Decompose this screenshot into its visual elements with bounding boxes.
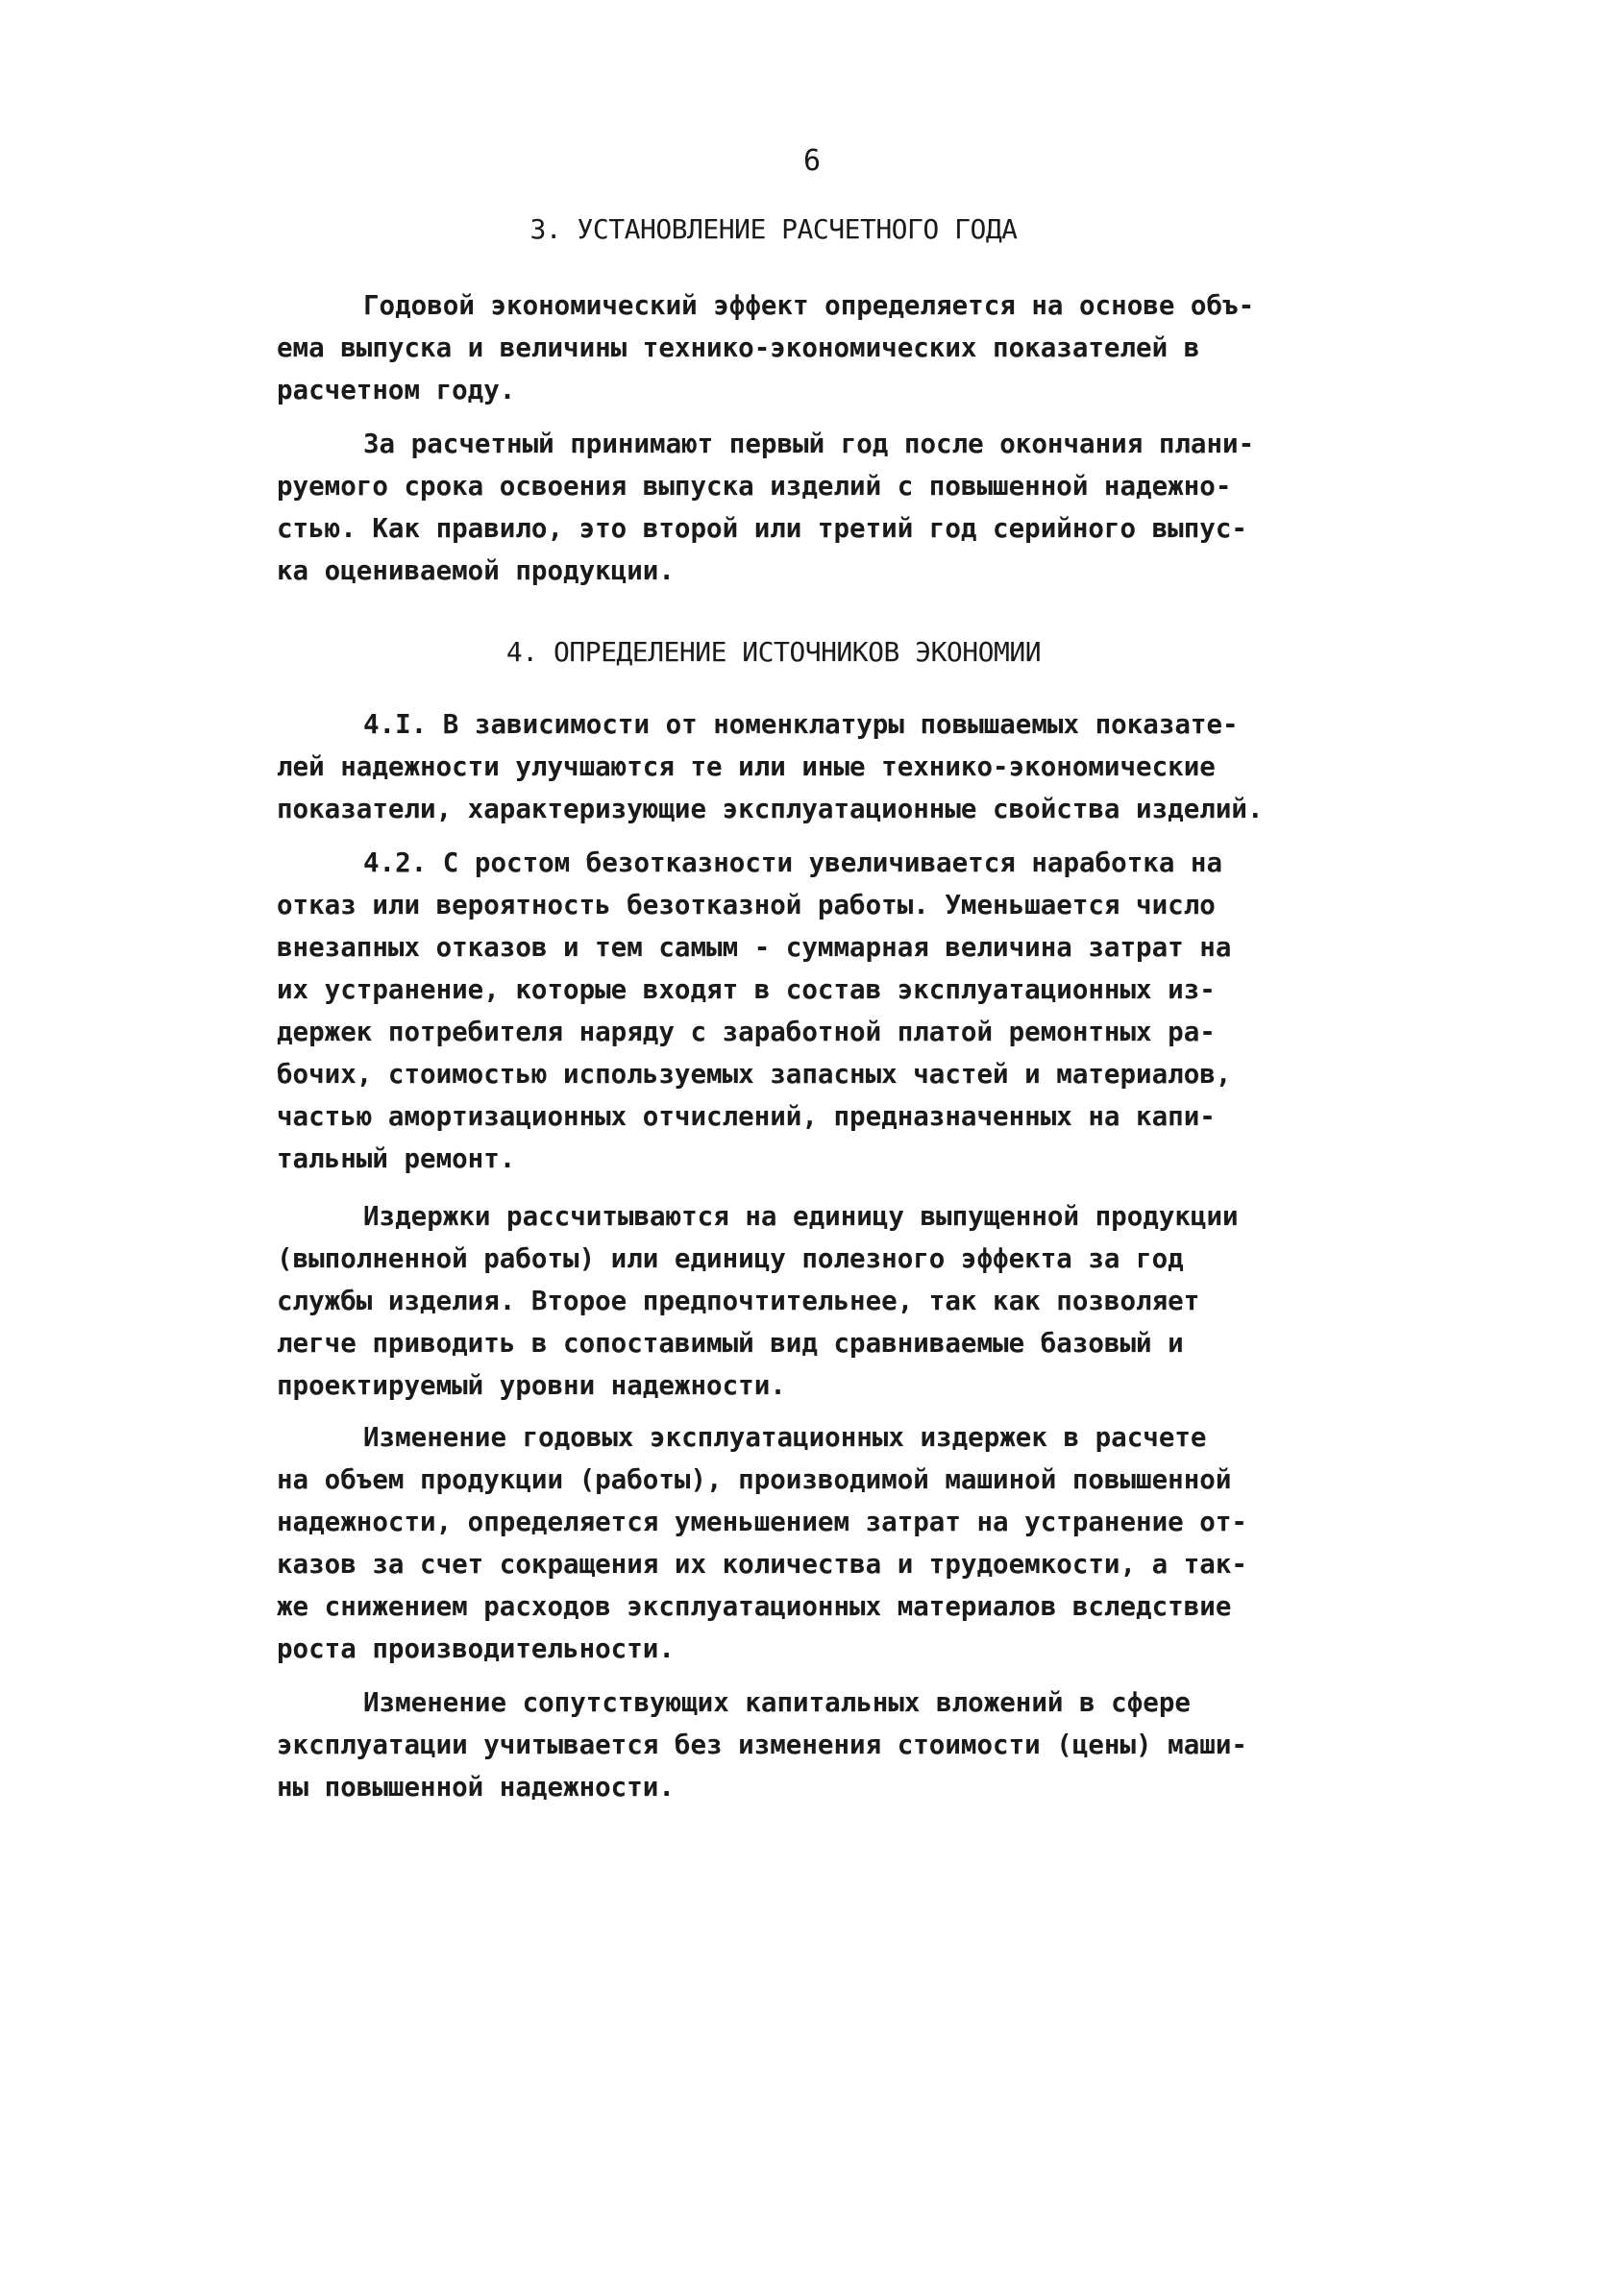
paragraph-line: (выполненной работы) или единицу полезного эффекта за год xyxy=(277,1243,1184,1274)
paragraph-line: частью амортизационных отчислений, предназначенных на капи- xyxy=(277,1101,1216,1132)
paragraph-line: ема выпуска и величины технико-экономических показателей в xyxy=(277,332,1200,363)
paragraph-line: лей надежности улучшаются те или иные технико-экономические xyxy=(277,751,1216,782)
paragraph-line: тальный ремонт. xyxy=(277,1143,516,1174)
paragraph-line: бочих, стоимостью используемых запасных частей и материалов, xyxy=(277,1059,1232,1090)
paragraph-line: стью. Как правило, это второй или третий год серийного выпус- xyxy=(277,513,1247,544)
paragraph xyxy=(277,423,1363,592)
paragraph-line: ны повышенной надежности. xyxy=(277,1772,675,1803)
paragraph-line: 4.2. С ростом безотказности увеличивается наработка на xyxy=(363,847,1223,878)
paragraph xyxy=(277,703,1363,830)
paragraph-line: легче приводить в сопоставимый вид сравниваемые базовый и xyxy=(277,1328,1184,1359)
paragraph-line: Издержки рассчитываются на единицу выпущенной продукции xyxy=(363,1201,1239,1232)
paragraph-line: показатели, характеризующие эксплуатационные свойства изделий. xyxy=(277,794,1264,824)
paragraph-line: роста производительности. xyxy=(277,1633,675,1664)
paragraph xyxy=(277,1681,1363,1808)
page-number: 6 xyxy=(802,144,822,178)
paragraph-line: ка оцениваемой продукции. xyxy=(277,555,675,586)
paragraph-line: их устранение, которые входят в состав эксплуатационных из- xyxy=(277,974,1216,1005)
section-heading-3: 3. УСТАНОВЛЕНИЕ РАСЧЕТНОГО ГОДА xyxy=(529,213,1018,245)
paragraph-line: Изменение сопутствующих капитальных вложений в сфере xyxy=(363,1687,1191,1718)
paragraph-line: казов за счет сокращения их количества и трудоемкости, а так- xyxy=(277,1549,1247,1580)
paragraph xyxy=(277,842,1363,1180)
paragraph-line: службы изделия. Второе предпочтительнее, так как позволяет xyxy=(277,1286,1200,1316)
paragraph-line: внезапных отказов и тем самым - суммарная величина затрат на xyxy=(277,932,1232,963)
paragraph-line: на объем продукции (работы), производимой машиной повышенной xyxy=(277,1464,1232,1495)
paragraph-line: эксплуатации учитывается без изменения стоимости (цены) маши- xyxy=(277,1730,1247,1760)
paragraph-line: же снижением расходов эксплуатационных материалов вследствие xyxy=(277,1591,1232,1622)
paragraph xyxy=(277,1195,1363,1407)
paragraph-line: Годовой экономический эффект определяется на основе объ- xyxy=(363,290,1255,321)
paragraph xyxy=(277,284,1363,411)
paragraph-line: расчетном году. xyxy=(277,375,516,405)
paragraph-line: надежности, определяется уменьшением затрат на устранение от- xyxy=(277,1507,1247,1537)
section-heading-4: 4. ОПРЕДЕЛЕНИЕ ИСТОЧНИКОВ ЭКОНОМИИ xyxy=(505,636,1042,668)
paragraph-line: 4.I. В зависимости от номенклатуры повышаемых показате- xyxy=(363,709,1239,740)
paragraph xyxy=(277,1416,1363,1670)
paragraph-line: Изменение годовых эксплуатационных издержек в расчете xyxy=(363,1422,1207,1453)
paragraph-line: держек потребителя наряду с заработной платой ремонтных ра- xyxy=(277,1017,1216,1047)
paragraph-line: отказ или вероятность безотказной работы. Уменьшается число xyxy=(277,890,1216,920)
paragraph-line: За расчетный принимают первый год после окончания плани- xyxy=(363,429,1255,459)
paragraph-line: руемого срока освоения выпуска изделий с повышенной надежно- xyxy=(277,471,1232,502)
paragraph-line: проектируемый уровни надежности. xyxy=(277,1370,786,1401)
